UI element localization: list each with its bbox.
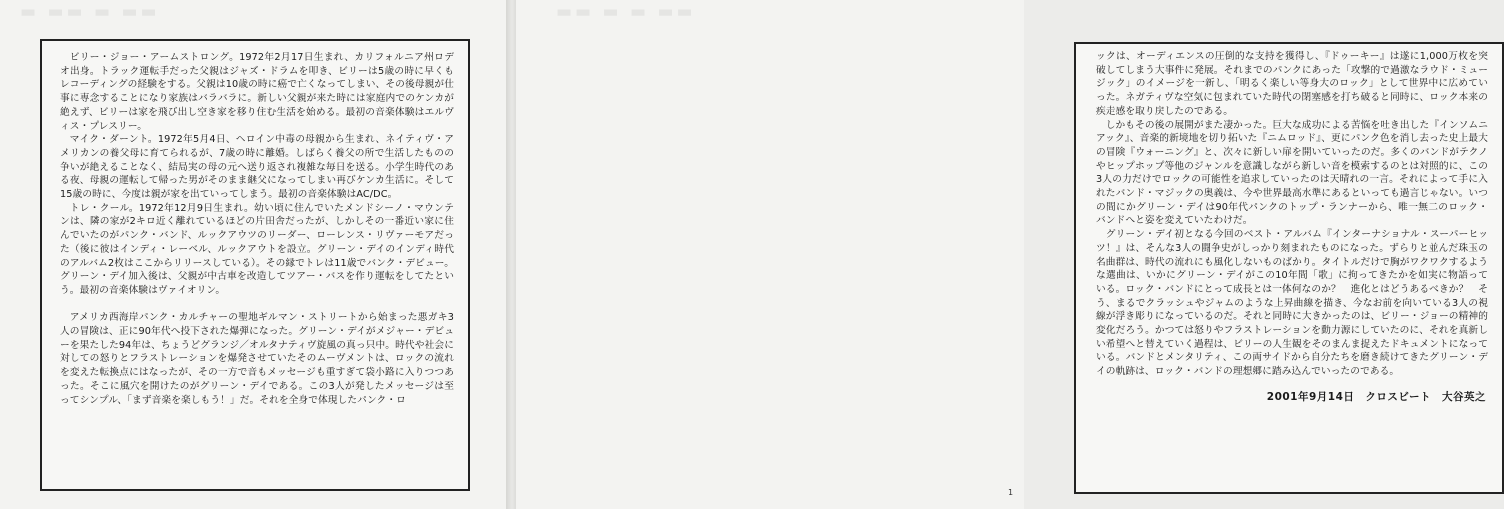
page-number: 1 bbox=[1008, 488, 1014, 497]
right-page bbox=[516, 0, 1488, 509]
bleed-through-decoration: ▬ ▬▬ ▬ ▬▬ bbox=[20, 2, 160, 22]
author-signature-line: 2001年9月14日 クロスビート 大谷英之 bbox=[1266, 390, 1486, 403]
paragraph-west-coast-punk: アメリカ西海岸パンク・カルチャーの聖地ギルマン・ストリートから始まった悪ガキ3人の冒険は、正に90年代へ投下された爆弾になった。グリーン・デイがメジャー・デビューを果たした94年は、ちょうどグランジ／オルタナティヴ旋風の真っ只中。時代や社会に対しての怒りとフラストレーションを爆発させていたそのムーヴメントは、ロックの流れを変えた転換点にはなったが、その一方で音もメッセージも重すぎて袋小路に入りつつあった。そこに風穴を開けたのがグリーン・デイである。この3人が発したメッセージは至ってシンプル、「まず音楽を楽しもう！」だ。それを全身で体現したパンク・ロ bbox=[60, 312, 454, 406]
bleed-through-decoration: ▬▬ ▬ ▬ ▬▬ bbox=[556, 2, 696, 22]
left-text-frame bbox=[40, 39, 470, 491]
paragraph-best-album: グリーン・デイ初となる今回のベスト・アルバム『インターナショナル・スーパーヒッツ！』は、そんな3人の闘争史がしっかり刻まれたものになった。ずらりと並んだ珠玉の名曲群は、時代の流れにも風化しないものばかり。タイトルだけで胸がワクワクするような選曲は、いかにグリーン・デイがこの10年間「歌」に拘ってきたかを如実に物語っている。ロック・バンドにとって成長とは一体何なのか？ 進化とはどうあるべきか？ そう、まるでクラッシュやジャムのような上昇曲線を描き、今なお前を向いている3人の視線が浮き彫りになっているのだ。それと同時に大きかったのは、ビリー・ジョーの精神的変化だろう。かつては怒りやフラストレーションを動力源にしていたのに、それを真新しい希望へと替えていく過程は、ビリーの人生観をそのまんま捉えたドキュメントになっている。バンドとメンタリティ、この両サイドから自分たちを磨き続けてきたグリーン・デイの軌跡は、ロック・バンドの理想郷に踏み込んでいったのである。 bbox=[1096, 229, 1488, 378]
right-text-frame bbox=[1074, 42, 1504, 494]
paragraph-later-albums: しかもその後の展開がまた凄かった。巨大な成功による苦悩を吐き出した『インソムニアック』、音楽的新境地を切り拓いた『ニムロッド』、更にパンク色を消し去った史上最大の冒険『ウォーニング』と、次々に新しい扉を開いていったのだ。多くのバンドがテクノやヒップホップ等他のジャンルを意識しながら新しい音を模索するのとは対照的に、この3人の力だけでロックの可能性を追求していったのは天晴れの一言。それによって手に入れたバンド・マジックの奥義は、今や世界最高水準にあるといっても過言じゃない。いつの間にかグリーン・デイは90年代パンクのトップ・ランナーから、唯一無二のロック・バンドへと姿を変えていたわけだ。 bbox=[1096, 119, 1488, 227]
paragraph-dookie: ックは、オーディエンスの圧倒的な支持を獲得し、『ドゥーキー』は遂に1,000万枚を突破してしまう大事件に発展。それまでのパンクにあった「攻撃的で過激なラウド・ミュージック」のイメージを一新し、「明るく楽しい等身大のロック」として世界中に広めていった。ネガティヴな空気に包まれていた時代の閉塞感を打ち破ると同時に、ロック本来の疾走感を取り戻したのである。 bbox=[1096, 51, 1488, 117]
left-page bbox=[0, 0, 508, 509]
paragraph-billie-joe: ビリー・ジョー・アームストロング。1972年2月17日生まれ、カリフォルニア州ロデオ出身。トラック運転手だった父親はジャズ・ドラムを叩き、ビリーは5歳の時に早くもレコーディングの経験をする。父親は10歳の時に癌で亡くなってしまい、その後母親が仕事に専念することになり家族はバラバラに。新しい父親が来た時には家庭内でのケンカが絶えず、ビリーは家を飛び出し空き家を移り住む生活を始める。最初の音楽体験はエルヴィス・プレスリー。 bbox=[60, 52, 454, 132]
paragraph-tre-cool: トレ・クール。1972年12月9日生まれ。幼い頃に住んでいたメンドシーノ・マウンテンは、隣の家が2キロ近く離れているほどの片田舎だったが、しかしその一番近い家に住んでいたのがパンク・バンド、ルックアウツのリーダー、ローレンス・リヴァーモアだった（後に彼はインディ・レーベル、ルックアウトを設立。グリーン・デイのインディ時代のアルバム2枚はここからリリースしている）。その縁でトレは11歳でバンク・デビュー。グリーン・デイ加入後は、父親が中古車を改造してツアー・バスを作り運転をしてたという。最初の音楽体験はヴァイオリン。 bbox=[60, 202, 454, 296]
paragraph-mike-dirnt: マイク・ダーント。1972年5月4日、ヘロイン中毒の母親から生まれ、ネイティヴ・アメリカンの養父母に育てられるが、7歳の時に離婚。しばらく養父の所で生活したものの争いが絶えることなく、結局実の母の元へ送り返され複雑な毎日を送る。小学生時代のある夜、母親の運転して帰った男がそのまま継父になってしまい再びケンカ生活に。そして15歳の時に、今度は親が家を出ていってしまう。最初の音楽体験はAC/DC。 bbox=[60, 134, 454, 201]
